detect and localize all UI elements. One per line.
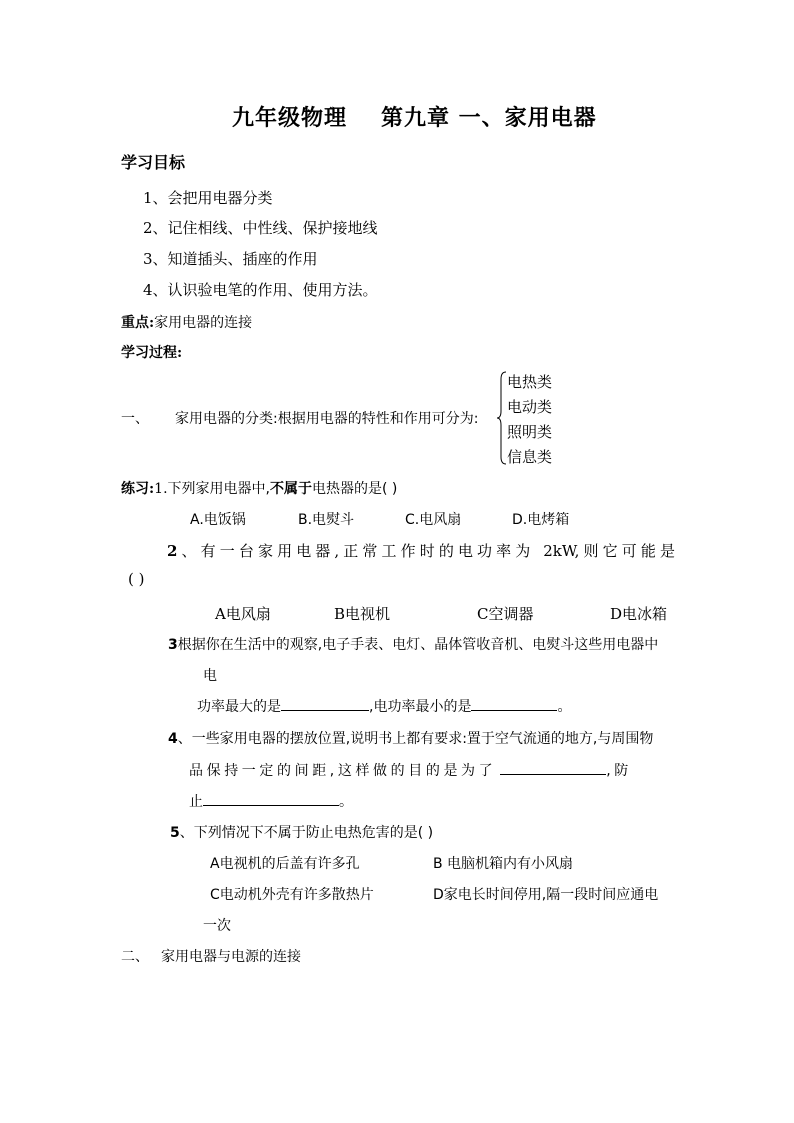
q4-text: 、一些家用电器的摆放位置,说明书上都有要求:置于空气流通的地方,与周围物 <box>177 731 654 747</box>
page-title <box>232 101 597 132</box>
q3-line3 <box>197 696 571 716</box>
q3-number: 3 <box>168 637 178 653</box>
q3-line2: 电 <box>203 668 217 684</box>
q1-option-b: B.电熨斗 <box>298 512 355 528</box>
objective-item: 1、会把用电器分类 <box>143 189 273 207</box>
brace-icon <box>497 371 507 465</box>
q2-question: 、有一台家用电器,正常工作时的电功率为 2kW,则它可能是 <box>177 542 675 560</box>
q5-option-a: A电视机的后盖有许多孔 <box>210 856 360 872</box>
q4-text-d: 。 <box>339 794 353 810</box>
title-chapter: 第九章 一、家用电器 <box>381 105 597 131</box>
q2-option-c: C空调器 <box>477 605 534 623</box>
q1-number: 1. <box>154 481 168 497</box>
q5-text <box>170 822 433 842</box>
q1-text-pre: 下列家用电器中, <box>167 481 270 497</box>
exercise-label: 练习: <box>121 481 155 497</box>
q5-option-b: B 电脑机箱内有小风扇 <box>433 856 574 872</box>
objective-item: 3、知道插头、插座的作用 <box>143 250 318 268</box>
q1-text-bold: 不属于 <box>269 481 312 497</box>
q4-blank-purpose[interactable] <box>500 760 606 775</box>
category-item: 照明类 <box>507 423 553 441</box>
category-item: 信息类 <box>507 448 553 466</box>
q4-text-c: 止 <box>189 794 203 810</box>
section1-text: 家用电器的分类:根据用电器的特性和作用可分为: <box>175 411 479 427</box>
q1-text-post: 电热器的是( ) <box>311 481 398 497</box>
title-subject: 九年级物理 <box>232 105 348 131</box>
q3-text: 根据你在生活中的观察,电子手表、电灯、晶体管收音机、电熨斗这些用电器中 <box>177 637 659 653</box>
q5-option-c: C电动机外壳有许多散热片 <box>210 887 374 903</box>
q3-line1 <box>168 634 658 654</box>
q2-number: 2 <box>167 542 178 560</box>
q2-text <box>167 540 675 561</box>
q4-text-b: ,防 <box>606 763 632 779</box>
section2-text: 家用电器与电源的连接 <box>161 949 301 965</box>
q2-paren: ( ) <box>128 570 145 588</box>
section2-number: 二、 <box>121 949 149 965</box>
q3-text-b: ,电功率最小的是 <box>369 699 472 715</box>
exercise-1 <box>121 478 397 498</box>
objective-item: 4、认识验电笔的作用、使用方法。 <box>143 281 378 299</box>
q1-option-c: C.电风扇 <box>405 512 462 528</box>
key-point <box>121 312 252 332</box>
q3-text-a: 功率最大的是 <box>197 699 281 715</box>
q3-blank-max[interactable] <box>281 696 369 711</box>
objectives-heading: 学习目标 <box>121 153 186 172</box>
category-item: 电热类 <box>507 373 553 391</box>
q2-option-b: B电视机 <box>334 605 391 623</box>
q4-line3 <box>189 791 353 811</box>
section1-number: 一、 <box>121 411 149 427</box>
q2-option-d: D电冰箱 <box>610 605 668 623</box>
q1-option-d: D.电烤箱 <box>512 512 570 528</box>
q4-line1 <box>168 728 653 748</box>
key-point-label: 重点: <box>121 315 155 331</box>
q4-blank-prevent[interactable] <box>203 791 339 806</box>
q4-number: 4 <box>168 731 178 747</box>
q5-question: 、下列情况下不属于防止电热危害的是( ) <box>179 825 434 841</box>
process-heading: 学习过程: <box>121 345 183 361</box>
q3-blank-min[interactable] <box>471 696 557 711</box>
q5-option-d: D家电长时间停用,隔一段时间应通电 <box>433 887 659 903</box>
category-item: 电动类 <box>507 398 553 416</box>
key-point-text: 家用电器的连接 <box>154 315 253 331</box>
q5-number: 5 <box>170 825 180 841</box>
q1-option-a: A.电饭锅 <box>190 512 246 528</box>
q3-text-c: 。 <box>557 699 572 715</box>
q2-option-a: A电风扇 <box>215 605 271 623</box>
q4-text-a: 品保持一定的间距,这样做的目的是为了 <box>189 763 497 779</box>
q5-option-d-wrap: 一次 <box>203 918 231 934</box>
objective-item: 2、记住相线、中性线、保护接地线 <box>143 219 378 237</box>
q4-line2 <box>189 760 675 780</box>
